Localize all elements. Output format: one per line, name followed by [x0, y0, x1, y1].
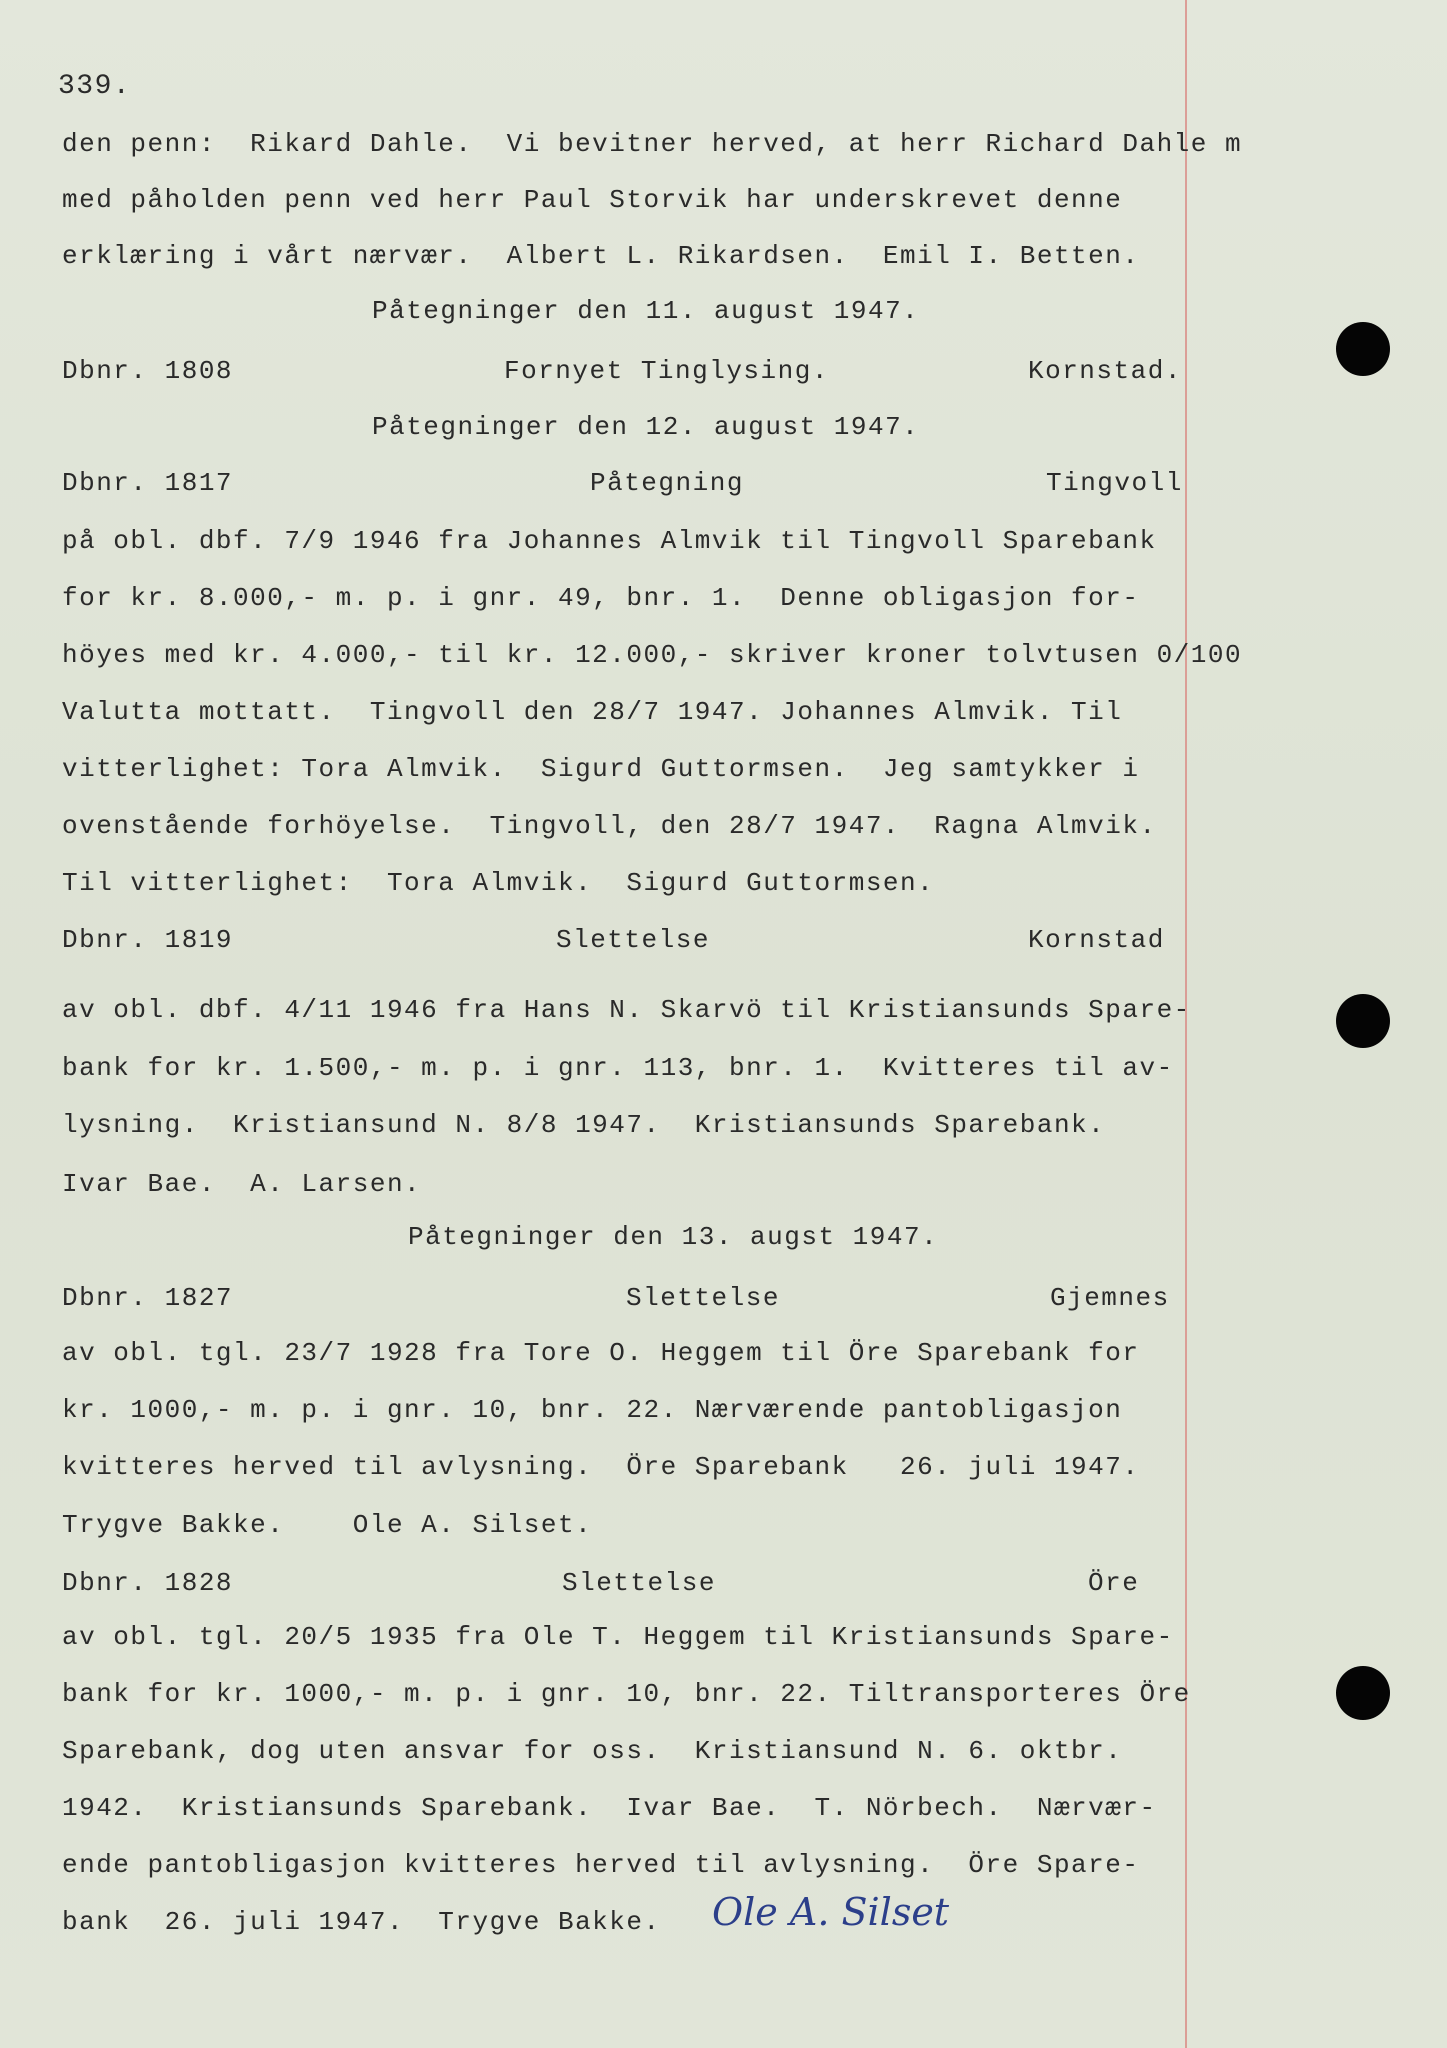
entry-number: Dbnr. 1808 — [62, 356, 234, 386]
text-line: höyes med kr. 4.000,- til kr. 12.000,- skriver kroner tolvtusen 0/100 — [62, 640, 1243, 670]
entry-number: Dbnr. 1817 — [62, 468, 234, 498]
handwritten-signature: Ole A. Silset — [712, 1890, 950, 1934]
text-line: av obl. tgl. 23/7 1928 fra Tore O. Heggem til Öre Sparebank for — [62, 1338, 1140, 1368]
section-heading: Påtegninger den 12. august 1947. — [372, 412, 920, 442]
entry-type: Fornyet Tinglysing. — [504, 356, 829, 386]
text-line: for kr. 8.000,- m. p. i gnr. 49, bnr. 1. Denne obligasjon for- — [62, 583, 1140, 613]
text-line: med påholden penn ved herr Paul Storvik har underskrevet denne — [62, 185, 1123, 215]
entry-place: Tingvoll — [1046, 468, 1183, 498]
entry-type: Slettelse — [626, 1283, 780, 1313]
section-heading: Påtegninger den 13. augst 1947. — [408, 1222, 939, 1252]
punch-hole-bottom — [1336, 1666, 1390, 1720]
entry-place: Kornstad. — [1028, 356, 1182, 386]
text-line: lysning. Kristiansund N. 8/8 1947. Kristiansunds Sparebank. — [62, 1110, 1106, 1140]
entry-place: Gjemnes — [1050, 1283, 1170, 1313]
text-line: kr. 1000,- m. p. i gnr. 10, bnr. 22. Nærværende pantobligasjon — [62, 1395, 1123, 1425]
text-line: av obl. tgl. 20/5 1935 fra Ole T. Heggem til Kristiansunds Spare- — [62, 1622, 1174, 1652]
entry-type: Slettelse — [556, 925, 710, 955]
entry-type: Påtegning — [590, 468, 744, 498]
text-line: 1942. Kristiansunds Sparebank. Ivar Bae. T. Nörbech. Nærvær- — [62, 1793, 1157, 1823]
entry-type: Slettelse — [562, 1568, 716, 1598]
text-line: av obl. dbf. 4/11 1946 fra Hans N. Skarvö til Kristiansunds Spare- — [62, 995, 1191, 1025]
page-number: 339. — [58, 71, 132, 102]
text-line: kvitteres herved til avlysning. Öre Sparebank 26. juli 1947. — [62, 1452, 1140, 1482]
text-line: ovenstående forhöyelse. Tingvoll, den 28/7 1947. Ragna Almvik. — [62, 811, 1157, 841]
text-line: Sparebank, dog uten ansvar for oss. Kristiansund N. 6. oktbr. — [62, 1736, 1123, 1766]
entry-place: Öre — [1088, 1568, 1140, 1598]
text-line: ende pantobligasjon kvitteres herved til avlysning. Öre Spare- — [62, 1850, 1140, 1880]
section-heading: Påtegninger den 11. august 1947. — [372, 296, 920, 326]
text-line: bank 26. juli 1947. Trygve Bakke. — [62, 1907, 661, 1937]
text-line: på obl. dbf. 7/9 1946 fra Johannes Almvik til Tingvoll Sparebank — [62, 526, 1157, 556]
text-line: Ivar Bae. A. Larsen. — [62, 1169, 422, 1199]
entry-number: Dbnr. 1828 — [62, 1568, 234, 1598]
text-line: den penn: Rikard Dahle. Vi bevitner herved, at herr Richard Dahle m — [62, 129, 1243, 159]
text-line: bank for kr. 1.500,- m. p. i gnr. 113, bnr. 1. Kvitteres til av- — [62, 1053, 1174, 1083]
text-line: vitterlighet: Tora Almvik. Sigurd Guttormsen. Jeg samtykker i — [62, 754, 1140, 784]
text-line: Valutta mottatt. Tingvoll den 28/7 1947. Johannes Almvik. Til — [62, 697, 1123, 727]
entry-number: Dbnr. 1827 — [62, 1283, 234, 1313]
text-line: Trygve Bakke. Ole A. Silset. — [62, 1510, 593, 1540]
entry-number: Dbnr. 1819 — [62, 925, 234, 955]
punch-hole-top — [1336, 322, 1390, 376]
punch-hole-middle — [1336, 994, 1390, 1048]
entry-place: Kornstad — [1028, 925, 1165, 955]
text-line: erklæring i vårt nærvær. Albert L. Rikardsen. Emil I. Betten. — [62, 241, 1140, 271]
text-line: Til vitterlighet: Tora Almvik. Sigurd Guttormsen. — [62, 868, 935, 898]
text-line: bank for kr. 1000,- m. p. i gnr. 10, bnr. 22. Tiltransporteres Öre — [62, 1679, 1191, 1709]
